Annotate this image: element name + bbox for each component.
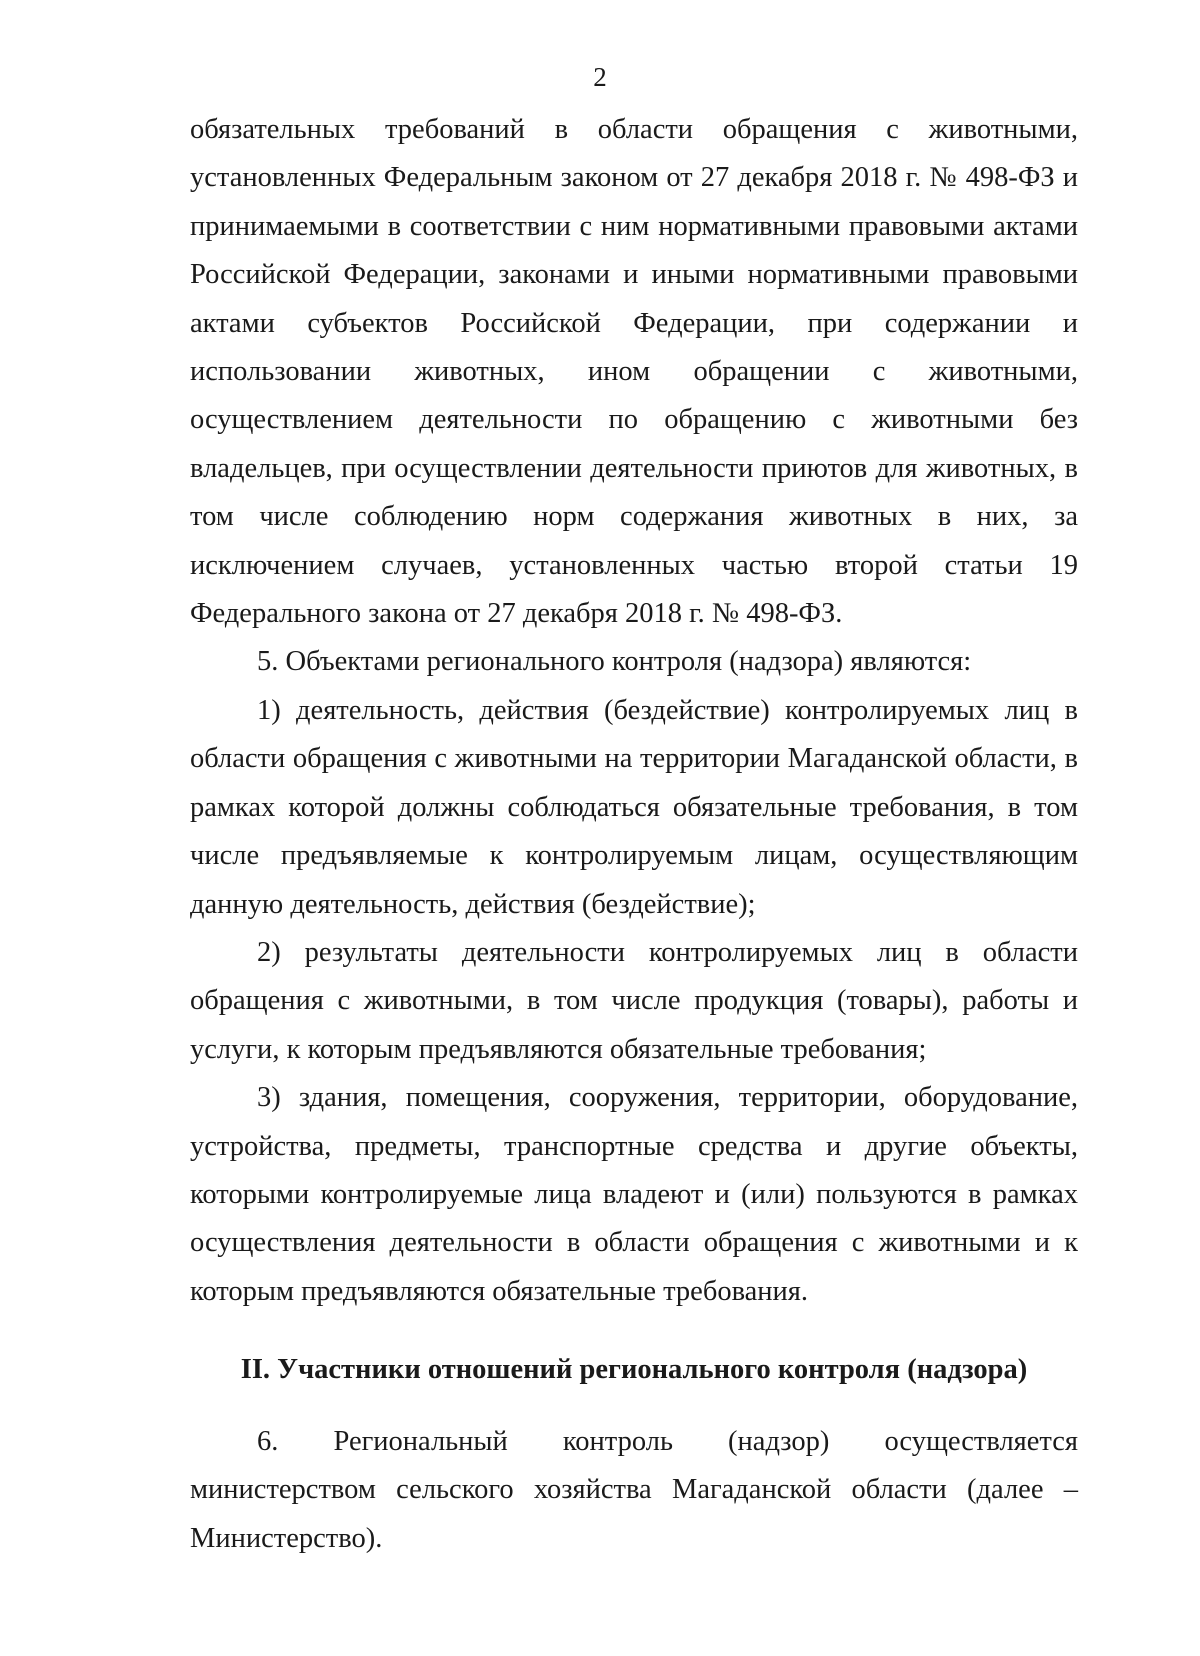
paragraph-subitem-2: 2) результаты деятельности контролируемых лиц в области обращения с животными, в том числе продукция (товары), работы и услуги, к которым предъявляются обязательные требования; — [190, 936, 1078, 1065]
section-heading: II. Участники отношений регионального контроля (надзора) — [240, 1354, 1028, 1385]
paragraph-item-5: 5. Объектами регионального контроля (надзора) являются: — [257, 646, 972, 678]
document-body — [190, 106, 1078, 1316]
paragraph-item-6: 6. Региональный контроль (надзор) осуществляется министерством сельского хозяйства Магаданской области (далее – Министерство). — [190, 1426, 1078, 1554]
page-number: 2 — [593, 62, 607, 92]
paragraph-subitem-3: 3) здания, помещения, сооружения, территории, оборудование, устройства, предметы, транспортные средства и другие объекты, которыми контролируемые лица владеют и (или) пользуются в рамках осуществления деятельности в области обращения с животными и к которым предъявляются обязательные требования. — [190, 1082, 1078, 1307]
paragraph-subitem-1: 1) деятельность, действия (бездействие) контролируемых лиц в области обращения с животными на территории Магаданской области, в рамках которой должны соблюдаться обязательные требования, в том числе предъявляемые к контролируемым лицам, осуществляющим данную деятельность, действия (бездействие); — [190, 694, 1078, 920]
paragraph-continuation: обязательных требований в области обращения с животными, установленных Федеральным законом от 27 декабря 2018 г. № 498-ФЗ и принимаемыми в соответствии с ним нормативными правовыми актами Российской Федерации, законами и иными нормативными правовыми актами субъектов Российской Федерации, при содержании и использовании животных, ином обращении с животными, осуществлением деятельности по обращению с животными без владельцев, при осуществлении деятельности приютов для животных, в том числе соблюдению норм содержания животных в них, за исключением случаев, установленных частью второй статьи 19 Федерального закона от 27 декабря 2018 г. № 498-ФЗ. — [190, 114, 1078, 630]
section-body — [190, 1418, 1078, 1563]
